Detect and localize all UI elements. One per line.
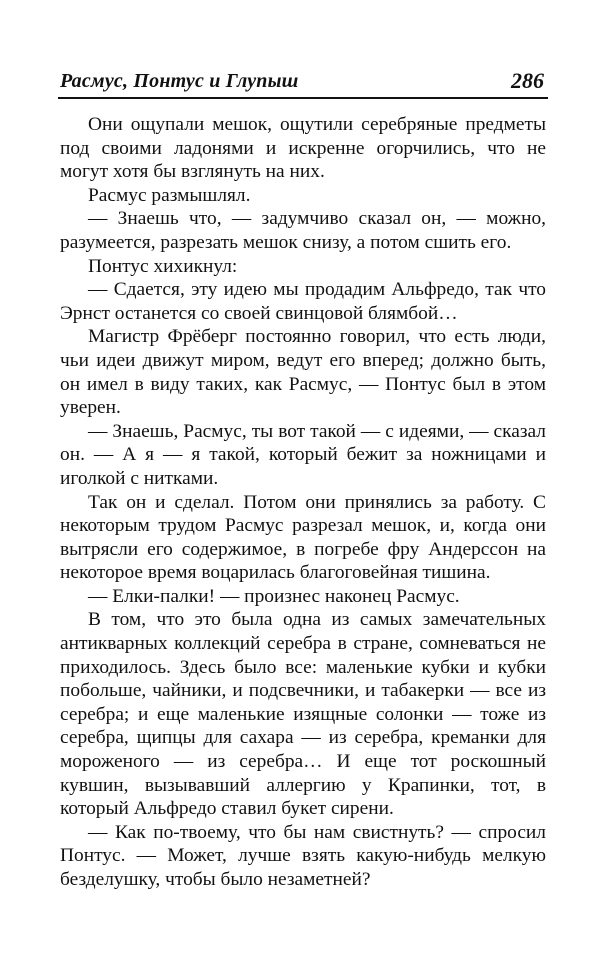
paragraph: В том, что это была одна из самых замечательных антикварных коллекций серебра в стране, сомневаться не приходилось. Здесь было все: маленькие кубки и кубки побольше, чайники, и подсвечники, и табакерки — все из серебра; и еще маленькие изящные солонки — тоже из серебра, щипцы для сахара — из серебра, креманки для мороженого — из серебра… И еще тот роскошный кувшин, вызывавший аллергию у Крапинки, тот, в который Альфредо ставил букет сирени. xyxy=(60,609,546,820)
body-text xyxy=(60,113,546,892)
paragraph: Расмус размышлял. xyxy=(88,184,251,206)
paragraph: — Елки-палки! — произнес наконец Расмус. xyxy=(88,585,460,607)
paragraph: — Знаешь что, — задумчиво сказал он, — можно, разумеется, разрезать мешок снизу, а потом сшить его. xyxy=(60,208,546,253)
paragraph: — Сдается, эту идею мы продадим Альфредо, так что Эрнст останется со своей свинцовой блямбой… xyxy=(60,279,546,324)
paragraph: Магистр Фрёберг постоянно говорил, что есть люди, чьи идеи движут миром, ведут его вперед; должно быть, он имел в виду таких, как Расмус, — Понтус был в этом уверен. xyxy=(60,326,546,419)
paragraph: — Знаешь, Расмус, ты вот такой — с идеями, — сказал он. — А я — я такой, который бежит за ножницами и иголкой с нитками. xyxy=(60,420,546,489)
running-header xyxy=(58,66,548,100)
page-number: 286 xyxy=(511,68,544,93)
paragraph: Понтус хихикнул: xyxy=(88,255,238,277)
header-rule xyxy=(58,97,548,99)
book-title: Расмус, Понтус и Глупыш xyxy=(60,70,299,92)
paragraph: Они ощупали мешок, ощутили серебряные предметы под своими ладонями и искренне огорчились, что не могут хотя бы взглянуть на них. xyxy=(60,114,546,183)
paragraph: Так он и сделал. Потом они принялись за работу. С некоторым трудом Расмус разрезал мешок, и, когда они вытрясли его содержимое, в погребе фру Андерссон на некоторое время воцарилась благоговейная тишина. xyxy=(60,491,546,584)
paragraph: — Как по-твоему, что бы нам свистнуть? — спросил Понтус. — Может, лучше взять какую-нибудь мелкую безделушку, чтобы было незаметней? xyxy=(60,821,546,890)
